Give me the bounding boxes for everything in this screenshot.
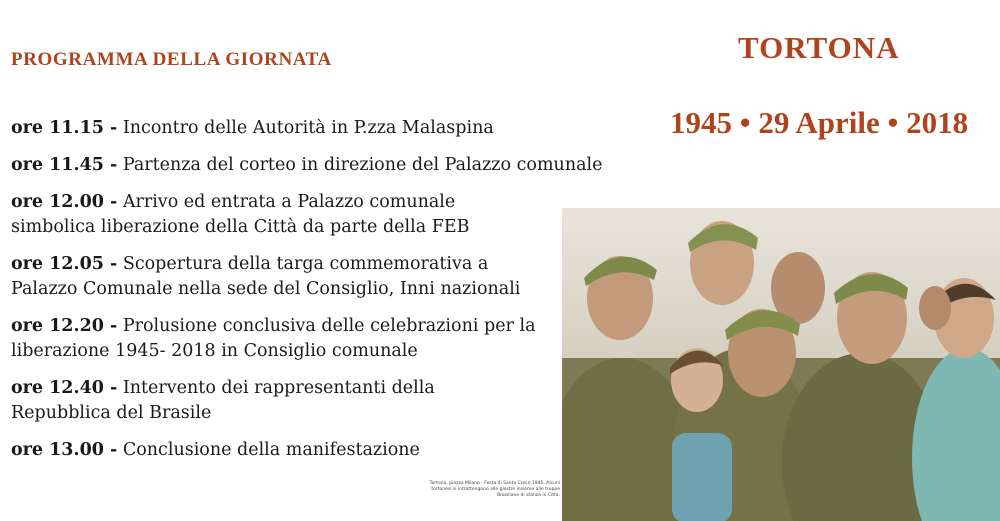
schedule-time: ore 11.15 - [11,118,118,138]
schedule-text: Arrivo ed entrata a Palazzo comunale simbolica liberazione della Città da parte della FEB [11,192,470,237]
schedule-time: ore 12.05 - [11,254,118,274]
schedule-text: Incontro delle Autorità in P.zza Malaspina [117,118,494,138]
schedule-text: Prolusione conclusiva delle celebrazioni per la liberazione 1945- 2018 in Consiglio comunale [11,316,536,361]
schedule-text: Partenza del corteo in direzione del Palazzo comunale [117,155,603,175]
schedule-time: ore 12.40 - [11,378,118,398]
schedule-time: ore 12.20 - [11,316,118,336]
schedule-item [11,116,631,141]
photo-caption: Tortona, piazza Milano - Festa di Santa Croce 1945. Alcuni tortonesi si intrattengono alle giostre insieme alle truppe Brasiliane di stanza in Città. [429,481,560,498]
schedule-list [11,116,631,475]
program-heading: PROGRAMMA DELLA GIORNATA [11,49,332,70]
city-title: TORTONA [738,30,900,65]
schedule-time: ore 12.00 - [11,192,118,212]
schedule-item [11,252,546,302]
schedule-item [11,314,546,364]
schedule-item [11,438,631,463]
schedule-item [11,190,481,240]
date-line: 1945 • 29 Aprile • 2018 [670,105,969,140]
schedule-time: ore 11.45 - [11,155,118,175]
schedule-text: Scopertura della targa commemorativa a Palazzo Comunale nella sede del Consiglio, Inni nazionali [11,254,521,299]
schedule-time: ore 13.00 - [11,440,118,460]
schedule-text: Conclusione della manifestazione [117,440,420,460]
schedule-item [11,376,451,426]
schedule-text: Intervento dei rappresentanti della Repubblica del Brasile [11,378,435,423]
soldiers-photo [562,208,1000,521]
schedule-item [11,153,631,178]
